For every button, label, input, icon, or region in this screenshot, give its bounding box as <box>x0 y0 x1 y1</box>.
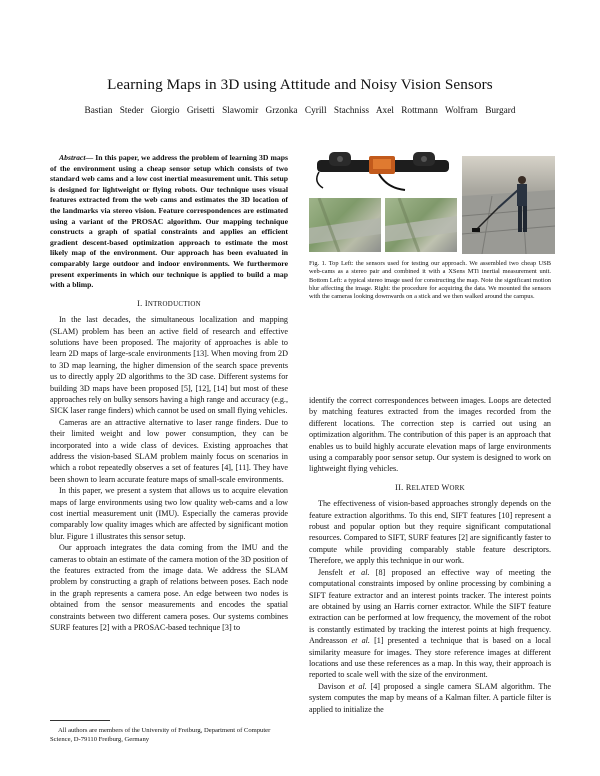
abstract-label: Abstract <box>59 153 86 162</box>
footnote-rule <box>50 720 110 721</box>
paper-title: Learning Maps in 3D using Attitude and Noisy Vision Sensors <box>107 76 493 93</box>
right-column <box>309 395 551 715</box>
figure-1 <box>309 142 555 254</box>
footnote <box>50 720 288 744</box>
author-list: Bastian Steder Giorgio Grisetti Slawomir Grzonka Cyrill Stachniss Axel Rottmann Wolfram Burgard <box>84 106 516 116</box>
related-paragraph: The effectiveness of vision-based approaches strongly depends on the feature extraction algorithms. To this end, SIFT features [10] represent a robust and popular option but they require significant computational resources. Compared to SIFT, SURF features [2] are significantly faster to compute while providing comparably stable feature descriptors. Therefore, we apply this technique in our work. <box>309 499 551 566</box>
abstract-text: — In this paper, we address the problem of learning 3D maps of the environment using a cheap sensor setup which consists of two standard web cams and a low cost inertial measurement unit. This setup is designed for lightweight or flying robots. Our technique uses visual features extracted from the web cams and estimates the 3D location of the landmarks via stereo vision. Feature correspondences are estimated using a variant of the PROSAC algorithm. Our mapping technique constructs a graph of spatial constraints and applies an efficient gradient descent-based optimization approach to estimate the most likely map of the environment. Our approach has been evaluated in comparably large outdoor and indoor environments. We furthermore present experiments in which our technique is applied to build a map with a blimp. <box>50 153 288 290</box>
left-column <box>50 153 288 634</box>
related-paragraph: Davison et al. [4] proposed a single camera SLAM algorithm. The system computes the map by means of a Kalman filter. A particle filter is applied to initialize the <box>309 681 551 714</box>
intro-paragraph: In the last decades, the simultaneous localization and mapping (SLAM) problem has been an active field of research and effective solutions have been proposed. The majority of approaches is able to learn 2D maps of large-scale environments [13]. When moving from 2D to 3D map learning, the higher dimension of the search space prevents us to directly apply 2D algorithms to the 3D case. Different systems for building 3D maps have been proposed [5], [12], [14] but most of these approaches rely on bulky sensors having a high range and accuracy (e.g., SICK laser range finders) which cannot be used on small flying vehicles. <box>50 315 288 416</box>
figure-caption: Fig. 1. Top Left: the sensors used for testing our approach. We assembled two cheap USB web-cams as a stereo pair and combined it with a XSens MTi inertial measurement unit. Bottom Left: a typical stereo image used for constructing the map. Note the significant motion blur affecting the image. Right: the procedure for acquiring the data. We mounted the sensors with the cameras looking downwards on a stick and we then walked around the campus. <box>309 260 551 301</box>
intro-paragraph: In this paper, we present a system that allows us to acquire elevation maps of large environments using two low quality web-cams and a low cost inertial measurement unit (IMU). Especially the cameras provide comparably low quality images which are affected by significant motion blur. Figure 1 illustrates this sensor setup. <box>50 486 288 541</box>
section-heading-related-work: II. RELATED WORK <box>395 482 465 492</box>
stereo-image-right <box>385 198 457 252</box>
intro-paragraph: Our approach integrates the data coming from the IMU and the cameras to obtain an estimate of the camera motion of the 3D position of the features extracted from the image data. We address the SLAM problem by constructing a graph of relations between poses. Each node in the graph represents a camera pose. An edge between two nodes is obtained from the sensor measurements and encodes the spatial constraints between two different camera poses. Our systems combines SURF features [2] with a PROSAC-based technique [3] to <box>50 543 288 633</box>
data-acquisition-photo <box>462 156 555 254</box>
sensor-setup-photo <box>309 142 459 194</box>
abstract <box>50 153 288 291</box>
related-paragraph: Jensfelt et al. [8] proposed an effective way of meeting the computational constraints imposed by online processing by combining a SIFT feature extractor and an interest points tracker. The interest points are obtained by using an Harris corner extractor. While the SIFT feature extraction can be performed at low frequency, the movement of the robot is constantly estimated by tracking the interest points at high frequency. Andreasson et al. [1] presented a technique that is based on a local similarity measure for images. They store reference images at different locations and use these references as a map. In this way, their approach is reported to scale well with the size of the environment. <box>309 567 551 680</box>
intro-continuation: identify the correct correspondences between images. Loops are detected by matching features extracted from the images recorded from the different locations. The correction step is carried out using an optimization algorithm. The contribution of this paper is an approach that enables us to build highly accurate elevation maps of large environments using a comparably poor sensor setup. Our system is designed to work on lightweight flying vehicles. <box>309 396 551 474</box>
section-heading-introduction: I. INTRODUCTION <box>137 298 201 308</box>
intro-paragraph: Cameras are an attractive alternative to laser range finders. Due to their limited weight and low power consumption, they can be incorporated into a wide class of devices. Existing approaches that address the vision-based SLAM problem mainly focus on scenarios in which a robot repeatedly observes a set of features [4], [11]. They have been shown to learn accurate feature maps of small-scale environments. <box>50 417 288 484</box>
footnote-text: All authors are members of the University of Freiburg, Department of Computer Science, D-79110 Freiburg, Germany <box>50 727 271 743</box>
stereo-image-left <box>309 198 381 252</box>
